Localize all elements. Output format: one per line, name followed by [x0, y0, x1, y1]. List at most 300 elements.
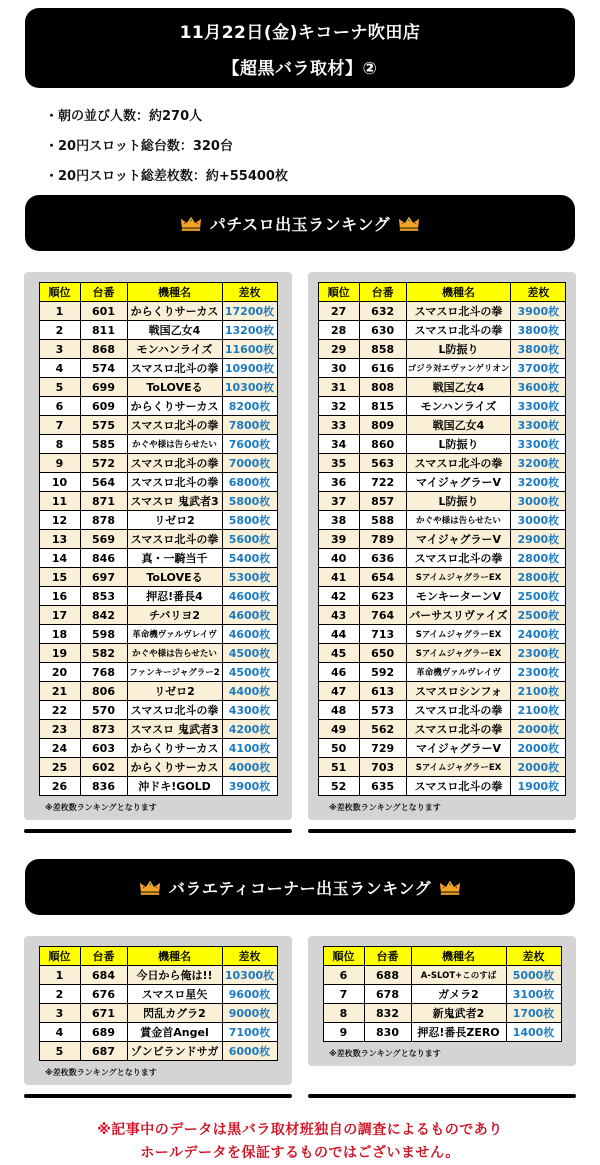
table-row: [39, 549, 277, 568]
diff-coins-cell: 1400枚: [506, 1023, 561, 1042]
machine-number-cell: 764: [359, 606, 406, 625]
diff-coins-cell: 17200枚: [222, 302, 277, 321]
machine-name-cell: スマスロ北斗の拳: [406, 321, 511, 340]
diff-coins-cell: 4600枚: [222, 625, 277, 644]
table-row: [39, 473, 277, 492]
column-header: 順位: [323, 947, 364, 966]
machine-number-cell: 569: [80, 530, 127, 549]
disclaimer-line2: ホールデータを保証するものではございません。: [140, 1145, 460, 1161]
rank-cell: 36: [318, 473, 359, 492]
machine-name-cell: 賞金首Angel: [127, 1023, 222, 1042]
machine-number-cell: 572: [80, 454, 127, 473]
diff-coins-cell: 4300枚: [222, 701, 277, 720]
machine-name-cell: 今日から俺は!!: [127, 966, 222, 985]
diff-coins-cell: 2000枚: [511, 758, 566, 777]
diff-coins-cell: 3800枚: [511, 321, 566, 340]
table-row: [318, 435, 566, 454]
diff-coins-cell: 2000枚: [511, 720, 566, 739]
machine-name-cell: モンハンライズ: [127, 340, 222, 359]
diff-coins-cell: 5800枚: [222, 511, 277, 530]
rank-cell: 17: [39, 606, 80, 625]
table-row: [323, 966, 561, 985]
diff-coins-cell: 9000枚: [222, 1004, 277, 1023]
machine-name-cell: 戦国乙女4: [406, 378, 511, 397]
rank-cell: 3: [39, 340, 80, 359]
slot-ranking-table-1-26: [39, 282, 278, 796]
machine-number-cell: 689: [80, 1023, 127, 1042]
machine-name-cell: 押忍!番長ZERO: [411, 1023, 506, 1042]
stat-total-machines: ・20円スロット総台数：320台: [45, 139, 233, 154]
rank-cell: 27: [318, 302, 359, 321]
variety-ranking-title: バラエティコーナー出玉ランキング: [168, 878, 432, 898]
rank-cell: 30: [318, 359, 359, 378]
machine-number-cell: 635: [359, 777, 406, 796]
rank-cell: 9: [323, 1023, 364, 1042]
table-row: [39, 321, 277, 340]
table-row: [318, 340, 566, 359]
machine-number-cell: 563: [359, 454, 406, 473]
diff-coins-cell: 2900枚: [511, 530, 566, 549]
diff-coins-cell: 3300枚: [511, 397, 566, 416]
machine-number-cell: 575: [80, 416, 127, 435]
machine-number-cell: 809: [359, 416, 406, 435]
table-row: [39, 568, 277, 587]
diff-coins-cell: 3200枚: [511, 473, 566, 492]
diff-coins-cell: 4500枚: [222, 663, 277, 682]
diff-coins-cell: 8200枚: [222, 397, 277, 416]
table-row: [318, 758, 566, 777]
diff-coins-cell: 2100枚: [511, 682, 566, 701]
diff-coins-cell: 5400枚: [222, 549, 277, 568]
machine-name-cell: スマスロ北斗の拳: [127, 454, 222, 473]
diff-coins-cell: 5600枚: [222, 530, 277, 549]
machine-name-cell: 革命機ヴァルヴレイヴ: [406, 663, 511, 682]
rank-cell: 50: [318, 739, 359, 758]
table-row: [39, 758, 277, 777]
machine-number-cell: 588: [359, 511, 406, 530]
diff-coins-cell: 3800枚: [511, 340, 566, 359]
rank-cell: 8: [39, 435, 80, 454]
diff-coins-cell: 4500枚: [222, 644, 277, 663]
column-header: 差枚: [222, 283, 277, 302]
table-footnote: ※差枚数ランキングとなります: [45, 803, 157, 812]
machine-number-cell: 585: [80, 435, 127, 454]
column-header: 機種名: [411, 947, 506, 966]
rank-cell: 24: [39, 739, 80, 758]
machine-name-cell: スマスロ北斗の拳: [127, 530, 222, 549]
machine-name-cell: ファンキージャグラー2: [127, 663, 222, 682]
machine-number-cell: 602: [80, 758, 127, 777]
rank-cell: 37: [318, 492, 359, 511]
rank-cell: 1: [39, 302, 80, 321]
rank-cell: 16: [39, 587, 80, 606]
machine-name-cell: からくりサーカス: [127, 397, 222, 416]
diff-coins-cell: 1900枚: [511, 777, 566, 796]
table-row: [39, 739, 277, 758]
rank-cell: 41: [318, 568, 359, 587]
machine-name-cell: A-SLOT+このすば: [411, 966, 506, 985]
variety-ranking-banner: [25, 859, 575, 915]
table-row: [39, 416, 277, 435]
table-row: [318, 644, 566, 663]
rank-cell: 14: [39, 549, 80, 568]
table-row: [323, 1023, 561, 1042]
rank-cell: 46: [318, 663, 359, 682]
table-row: [39, 720, 277, 739]
machine-number-cell: 650: [359, 644, 406, 663]
rank-cell: 1: [39, 966, 80, 985]
diff-coins-cell: 3900枚: [511, 302, 566, 321]
column-header: 機種名: [406, 283, 511, 302]
table-row: [39, 492, 277, 511]
rank-cell: 43: [318, 606, 359, 625]
table-row: [318, 321, 566, 340]
rank-cell: 19: [39, 644, 80, 663]
column-header: 機種名: [127, 947, 222, 966]
column-header: 差枚: [506, 947, 561, 966]
rank-cell: 2: [39, 321, 80, 340]
table-row: [318, 606, 566, 625]
table-footnote: ※差枚数ランキングとなります: [329, 1049, 441, 1058]
table-row: [39, 340, 277, 359]
table-row: [318, 549, 566, 568]
machine-name-cell: スマスロ北斗の拳: [127, 416, 222, 435]
machine-number-cell: 603: [80, 739, 127, 758]
diff-coins-cell: 3000枚: [511, 511, 566, 530]
machine-name-cell: モンハンライズ: [406, 397, 511, 416]
machine-name-cell: チバリヨ2: [127, 606, 222, 625]
diff-coins-cell: 2500枚: [511, 587, 566, 606]
diff-coins-cell: 2800枚: [511, 568, 566, 587]
rank-cell: 31: [318, 378, 359, 397]
table-header-row: [318, 283, 566, 302]
diff-coins-cell: 7000枚: [222, 454, 277, 473]
machine-number-cell: 582: [80, 644, 127, 663]
machine-number-cell: 562: [359, 720, 406, 739]
diff-coins-cell: 2100枚: [511, 701, 566, 720]
table-row: [39, 378, 277, 397]
machine-name-cell: 押忍!番長4: [127, 587, 222, 606]
rank-cell: 35: [318, 454, 359, 473]
machine-number-cell: 601: [80, 302, 127, 321]
machine-name-cell: スマスロ北斗の拳: [406, 701, 511, 720]
machine-name-cell: マイジャグラーV: [406, 739, 511, 758]
machine-name-cell: からくりサーカス: [127, 302, 222, 321]
column-header: 順位: [39, 283, 80, 302]
machine-number-cell: 616: [359, 359, 406, 378]
machine-number-cell: 699: [80, 378, 127, 397]
machine-number-cell: 609: [80, 397, 127, 416]
machine-name-cell: マイジャグラーV: [406, 473, 511, 492]
machine-name-cell: SアイムジャグラーEX: [406, 568, 511, 587]
rank-cell: 39: [318, 530, 359, 549]
machine-name-cell: スマスロシンフォ: [406, 682, 511, 701]
machine-name-cell: 革命機ヴァルヴレイヴ: [127, 625, 222, 644]
rank-cell: 47: [318, 682, 359, 701]
machine-number-cell: 574: [80, 359, 127, 378]
machine-number-cell: 636: [359, 549, 406, 568]
rank-cell: 8: [323, 1004, 364, 1023]
machine-number-cell: 836: [80, 777, 127, 796]
diff-coins-cell: 6000枚: [222, 1042, 277, 1061]
rank-cell: 15: [39, 568, 80, 587]
rank-cell: 4: [39, 359, 80, 378]
table-row: [318, 701, 566, 720]
table-row: [318, 682, 566, 701]
machine-number-cell: 697: [80, 568, 127, 587]
diff-coins-cell: 3200枚: [511, 454, 566, 473]
machine-name-cell: スマスロ 鬼武者3: [127, 492, 222, 511]
table-row: [318, 473, 566, 492]
machine-number-cell: 830: [364, 1023, 411, 1042]
machine-name-cell: スマスロ 鬼武者3: [127, 720, 222, 739]
column-header: 台番: [364, 947, 411, 966]
crown-icon: [180, 215, 202, 232]
variety-ranking-panel-left: [24, 936, 292, 1085]
machine-name-cell: かぐや様は告らせたい: [127, 644, 222, 663]
machine-number-cell: 832: [364, 1004, 411, 1023]
diff-coins-cell: 7600枚: [222, 435, 277, 454]
table-header-row: [39, 283, 277, 302]
rank-cell: 25: [39, 758, 80, 777]
diff-coins-cell: 4200枚: [222, 720, 277, 739]
machine-number-cell: 806: [80, 682, 127, 701]
machine-number-cell: 878: [80, 511, 127, 530]
table-header-row: [39, 947, 277, 966]
machine-number-cell: 654: [359, 568, 406, 587]
page-header-banner: [25, 8, 575, 88]
machine-number-cell: 676: [80, 985, 127, 1004]
machine-name-cell: ToLOVEる: [127, 378, 222, 397]
variety-ranking-table-6-9: [323, 946, 562, 1042]
rank-cell: 44: [318, 625, 359, 644]
rank-cell: 12: [39, 511, 80, 530]
machine-name-cell: スマスロ北斗の拳: [127, 701, 222, 720]
rank-cell: 42: [318, 587, 359, 606]
machine-name-cell: SアイムジャグラーEX: [406, 625, 511, 644]
rank-cell: 52: [318, 777, 359, 796]
machine-name-cell: 戦国乙女4: [127, 321, 222, 340]
diff-coins-cell: 5000枚: [506, 966, 561, 985]
machine-number-cell: 684: [80, 966, 127, 985]
table-row: [39, 663, 277, 682]
table-row: [318, 568, 566, 587]
rank-cell: 23: [39, 720, 80, 739]
machine-name-cell: 新鬼武者2: [411, 1004, 506, 1023]
rank-cell: 38: [318, 511, 359, 530]
table-row: [39, 625, 277, 644]
crown-icon: [139, 879, 161, 896]
rank-cell: 6: [323, 966, 364, 985]
diff-coins-cell: 6800枚: [222, 473, 277, 492]
table-row: [39, 530, 277, 549]
machine-name-cell: リゼロ2: [127, 682, 222, 701]
machine-number-cell: 570: [80, 701, 127, 720]
table-row: [39, 359, 277, 378]
machine-name-cell: スマスロ北斗の拳: [406, 777, 511, 796]
diff-coins-cell: 10900枚: [222, 359, 277, 378]
rank-cell: 28: [318, 321, 359, 340]
rank-cell: 5: [39, 378, 80, 397]
stat-queue-count: ・朝の並び人数：約270人: [45, 109, 203, 124]
rank-cell: 4: [39, 1023, 80, 1042]
table-row: [318, 530, 566, 549]
machine-name-cell: リゼロ2: [127, 511, 222, 530]
rank-cell: 34: [318, 435, 359, 454]
rank-cell: 33: [318, 416, 359, 435]
machine-number-cell: 613: [359, 682, 406, 701]
separator-rules: [0, 829, 600, 833]
table-row: [318, 397, 566, 416]
diff-coins-cell: 7800枚: [222, 416, 277, 435]
machine-name-cell: L防振り: [406, 492, 511, 511]
table-row: [318, 302, 566, 321]
variety-ranking-table-1-5: [39, 946, 278, 1061]
rank-cell: 6: [39, 397, 80, 416]
machine-number-cell: 671: [80, 1004, 127, 1023]
machine-name-cell: ゴジラ対エヴァンゲリオン: [406, 359, 511, 378]
machine-name-cell: バーサスリヴァイズ: [406, 606, 511, 625]
machine-number-cell: 703: [359, 758, 406, 777]
rank-cell: 51: [318, 758, 359, 777]
table-row: [39, 985, 277, 1004]
machine-name-cell: ゾンビランドサガ: [127, 1042, 222, 1061]
rank-cell: 18: [39, 625, 80, 644]
diff-coins-cell: 4400枚: [222, 682, 277, 701]
variety-ranking-panels: [0, 936, 600, 1085]
table-row: [318, 378, 566, 397]
rank-cell: 45: [318, 644, 359, 663]
table-row: [318, 739, 566, 758]
header-title-line1: 11月22日(金)キコーナ吹田店: [179, 22, 421, 43]
machine-name-cell: からくりサーカス: [127, 758, 222, 777]
column-header: 順位: [318, 283, 359, 302]
machine-number-cell: 815: [359, 397, 406, 416]
rank-cell: 20: [39, 663, 80, 682]
diff-coins-cell: 3700枚: [511, 359, 566, 378]
diff-coins-cell: 4100枚: [222, 739, 277, 758]
table-row: [39, 302, 277, 321]
diff-coins-cell: 10300枚: [222, 378, 277, 397]
machine-number-cell: 623: [359, 587, 406, 606]
table-row: [39, 644, 277, 663]
machine-name-cell: SアイムジャグラーEX: [406, 644, 511, 663]
rank-cell: 29: [318, 340, 359, 359]
machine-number-cell: 846: [80, 549, 127, 568]
table-row: [318, 492, 566, 511]
table-row: [39, 701, 277, 720]
stat-total-diff-coins: ・20円スロット総差枚数：約+55400枚: [45, 169, 288, 184]
machine-number-cell: 573: [359, 701, 406, 720]
table-row: [318, 454, 566, 473]
rank-cell: 9: [39, 454, 80, 473]
diff-coins-cell: 2300枚: [511, 644, 566, 663]
diff-coins-cell: 3000枚: [511, 492, 566, 511]
table-row: [318, 777, 566, 796]
rank-cell: 40: [318, 549, 359, 568]
diff-coins-cell: 11600枚: [222, 340, 277, 359]
column-header: 機種名: [127, 283, 222, 302]
machine-number-cell: 687: [80, 1042, 127, 1061]
diff-coins-cell: 4600枚: [222, 587, 277, 606]
diff-coins-cell: 10300枚: [222, 966, 277, 985]
diff-coins-cell: 5800枚: [222, 492, 277, 511]
machine-name-cell: かぐや様は告らせたい: [406, 511, 511, 530]
diff-coins-cell: 3900枚: [222, 777, 277, 796]
rank-cell: 21: [39, 682, 80, 701]
diff-coins-cell: 3300枚: [511, 435, 566, 454]
table-row: [39, 682, 277, 701]
table-row: [318, 625, 566, 644]
stats-list: [45, 105, 600, 184]
machine-number-cell: 857: [359, 492, 406, 511]
diff-coins-cell: 3600枚: [511, 378, 566, 397]
machine-number-cell: 564: [80, 473, 127, 492]
machine-name-cell: からくりサーカス: [127, 739, 222, 758]
rank-cell: 13: [39, 530, 80, 549]
separator-rule-right: [308, 1094, 576, 1098]
slot-ranking-banner: [25, 195, 575, 251]
rank-cell: 3: [39, 1004, 80, 1023]
diff-coins-cell: 2300枚: [511, 663, 566, 682]
machine-name-cell: 真・一騎当千: [127, 549, 222, 568]
machine-name-cell: スマスロ北斗の拳: [406, 549, 511, 568]
disclaimer-text: [0, 1119, 600, 1165]
machine-name-cell: ガメラ2: [411, 985, 506, 1004]
machine-name-cell: L防振り: [406, 435, 511, 454]
separator-rules: [0, 1094, 600, 1098]
machine-name-cell: ToLOVEる: [127, 568, 222, 587]
slot-ranking-panel-right: [308, 272, 576, 820]
slot-ranking-panels: [0, 272, 600, 820]
machine-number-cell: 768: [80, 663, 127, 682]
diff-coins-cell: 3100枚: [506, 985, 561, 1004]
separator-rule-right: [308, 829, 576, 833]
table-row: [39, 435, 277, 454]
column-header: 差枚: [222, 947, 277, 966]
machine-number-cell: 688: [364, 966, 411, 985]
machine-name-cell: スマスロ北斗の拳: [127, 359, 222, 378]
machine-number-cell: 811: [80, 321, 127, 340]
diff-coins-cell: 5300枚: [222, 568, 277, 587]
table-row: [323, 1004, 561, 1023]
machine-name-cell: スマスロ北斗の拳: [127, 473, 222, 492]
machine-name-cell: スマスロ北斗の拳: [406, 454, 511, 473]
rank-cell: 32: [318, 397, 359, 416]
machine-number-cell: 729: [359, 739, 406, 758]
table-row: [39, 454, 277, 473]
diff-coins-cell: 2800枚: [511, 549, 566, 568]
table-row: [39, 1023, 277, 1042]
diff-coins-cell: 2400枚: [511, 625, 566, 644]
slot-ranking-title: パチスロ出玉ランキング: [209, 214, 391, 234]
diff-coins-cell: 9600枚: [222, 985, 277, 1004]
rank-cell: 49: [318, 720, 359, 739]
machine-name-cell: SアイムジャグラーEX: [406, 758, 511, 777]
machine-number-cell: 808: [359, 378, 406, 397]
rank-cell: 48: [318, 701, 359, 720]
machine-number-cell: 868: [80, 340, 127, 359]
table-row: [318, 720, 566, 739]
table-row: [318, 587, 566, 606]
machine-name-cell: スマスロ北斗の拳: [406, 720, 511, 739]
machine-number-cell: 860: [359, 435, 406, 454]
diff-coins-cell: 7100枚: [222, 1023, 277, 1042]
rank-cell: 5: [39, 1042, 80, 1061]
table-row: [39, 511, 277, 530]
table-row: [323, 985, 561, 1004]
machine-name-cell: マイジャグラーV: [406, 530, 511, 549]
